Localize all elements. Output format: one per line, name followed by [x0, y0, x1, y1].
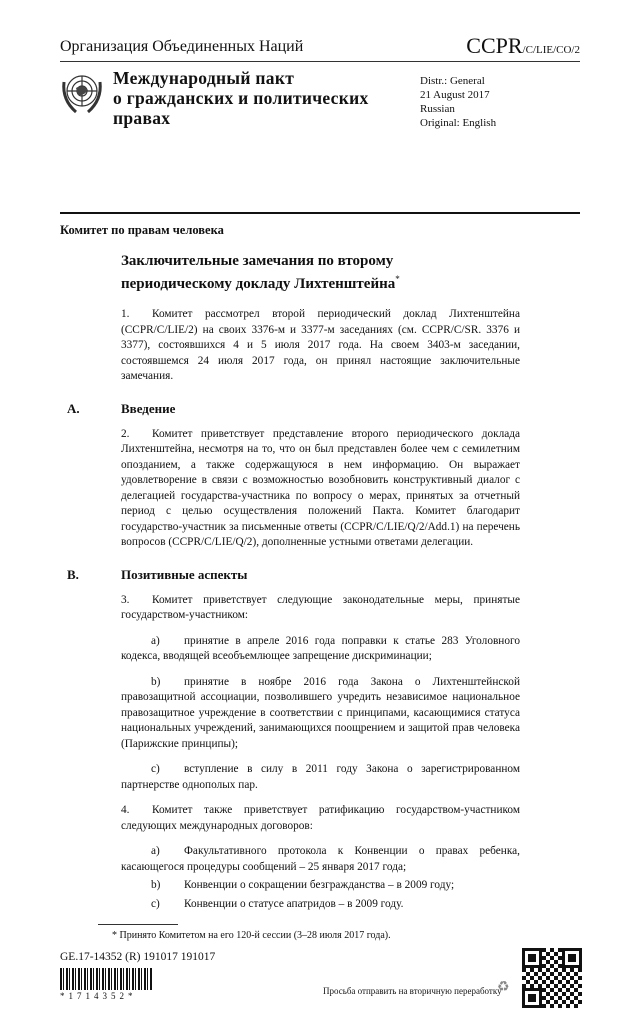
item-letter: a) — [151, 634, 160, 647]
un-emblem-icon — [58, 68, 106, 116]
paragraph-3c — [121, 762, 520, 793]
barcode-icon — [60, 968, 152, 990]
title-line: Международный пакт — [113, 68, 295, 88]
paragraph-4b — [121, 878, 520, 894]
language-line: Russian — [420, 103, 455, 115]
item-text: вступление в силу в 2011 году Закона о зарегистрированном партнерстве однополых пар. — [121, 763, 520, 791]
para-text: Комитет рассмотрел второй периодический доклад Лихтенштейна (CCPR/C/LIE/2) на своих 3376-м и 3377-м заседаниях (см. CCPR/C/SR. 3376 и 3377), состоявшихся 4 и 5 июля 2017 года. На своем 3403-м заседании, состоявшемся 24 июля 2017 года, он принял настоящие заключительные замечания. — [121, 308, 520, 382]
section-letter: B. — [67, 566, 79, 582]
organization-name: Организация Объединенных Наций — [60, 38, 304, 55]
item-text: Конвенции о статусе апатридов – в 2009 году. — [184, 897, 404, 910]
title-divider — [60, 212, 580, 214]
item-letter: c) — [151, 897, 160, 910]
title-line: правах — [113, 108, 171, 128]
item-letter: c) — [151, 763, 160, 775]
paragraph-3a — [121, 634, 520, 665]
paragraph-2 — [121, 427, 520, 551]
document-body — [60, 222, 580, 1030]
para-num: 3. — [121, 593, 130, 606]
doc-title-line: Заключительные замечания по второму — [121, 253, 394, 269]
qr-code-icon — [522, 948, 582, 1008]
item-letter: b) — [151, 879, 161, 891]
symbol-sub: /C/LIE/CO/2 — [522, 44, 580, 56]
item-text: Факультативного протокола к Конвенции о правах ребенка, касающегося процедуры сообщений – 25 января 2017 года; — [121, 845, 520, 873]
paragraph-1 — [121, 307, 520, 385]
treaty-title — [113, 68, 408, 128]
document-title — [121, 252, 580, 293]
item-text: принятие в ноябре 2016 года Закона о Лихтенштейнской правозащитной ассоциации, позволившего учредить независимое национальное правозащитное учреждение в соответствии с принципами, касающимися статуса национальных учреждений, занимающихся поощрением и защитой прав человека (Парижские принципы); — [121, 675, 520, 750]
para-text: Комитет также приветствует ратификацию государством-участником следующих международных договоров: — [121, 804, 520, 832]
item-letter: a) — [151, 845, 160, 857]
date-line: 21 August 2017 — [420, 89, 490, 101]
section-a-heading — [67, 400, 520, 417]
paragraph-4c — [121, 897, 520, 913]
paragraph-4 — [121, 803, 520, 834]
item-text: принятие в апреле 2016 года поправки к статье 283 Уголовного кодекса, вводящей всеобъемлющее запрещение дискриминации; — [121, 634, 520, 662]
header-divider — [60, 61, 580, 62]
footnote: * Принято Комитетом на его 120-й сессии (3–28 июля 2017 года). — [112, 930, 391, 941]
job-number: GE.17-14352 (R) 191017 191017 — [60, 951, 216, 963]
title-line: о гражданских и политических — [113, 88, 369, 108]
section-title: Введение — [121, 400, 176, 416]
footnote-divider — [98, 924, 178, 925]
barcode-number: *1714352* — [60, 991, 137, 1001]
paragraph-3 — [121, 593, 520, 624]
item-text: Конвенции о сокращении безгражданства – в 2009 году; — [184, 879, 455, 891]
page-footer — [60, 948, 580, 1010]
para-num: 4. — [121, 804, 130, 816]
recycle-note: Просьба отправить на вторичную переработку — [323, 986, 502, 996]
distribution-info — [420, 74, 496, 130]
document-symbol — [466, 33, 580, 59]
distr-line: Distr.: General — [420, 75, 485, 87]
footnote-mark: * — [395, 274, 400, 284]
section-b-heading — [67, 566, 520, 583]
para-num: 1. — [121, 308, 130, 320]
recycle-icon: ♻ — [497, 980, 510, 995]
doc-title-line: периодическому докладу Лихтенштейна — [121, 276, 396, 292]
item-letter: b) — [151, 675, 161, 688]
original-line: Original: English — [420, 117, 497, 129]
section-letter: A. — [67, 400, 80, 416]
para-text: Комитет приветствует следующие законодательные меры, принятые государством-участником: — [121, 593, 520, 621]
para-num: 2. — [121, 427, 130, 440]
paragraph-3b — [121, 675, 520, 753]
paragraph-4a — [121, 844, 520, 875]
committee-name: Комитет по правам человека — [60, 223, 224, 237]
section-title: Позитивные аспекты — [121, 566, 248, 582]
symbol-main: CCPR — [466, 33, 523, 58]
para-text: Комитет приветствует представление второго периодического доклада Лихтенштейна, несмотря на то, что он был представлен более чем с семилетним опозданием, а также содержащуюся в нем информацию. Он выражает удовлетворение в связи с возможностью возобновить конструктивный диалог с делегацией государства-участника по вопросу о мерах, принятых за отчетный период с целью осуществления положений Пакта. Комитет благодарит государство-участник за письменные ответы (CCPR/C/LIE/Q/2/Add.1) на перечень вопросов (CCPR/C/LIE/Q/2), дополненные устными ответами делегации. — [121, 427, 520, 548]
